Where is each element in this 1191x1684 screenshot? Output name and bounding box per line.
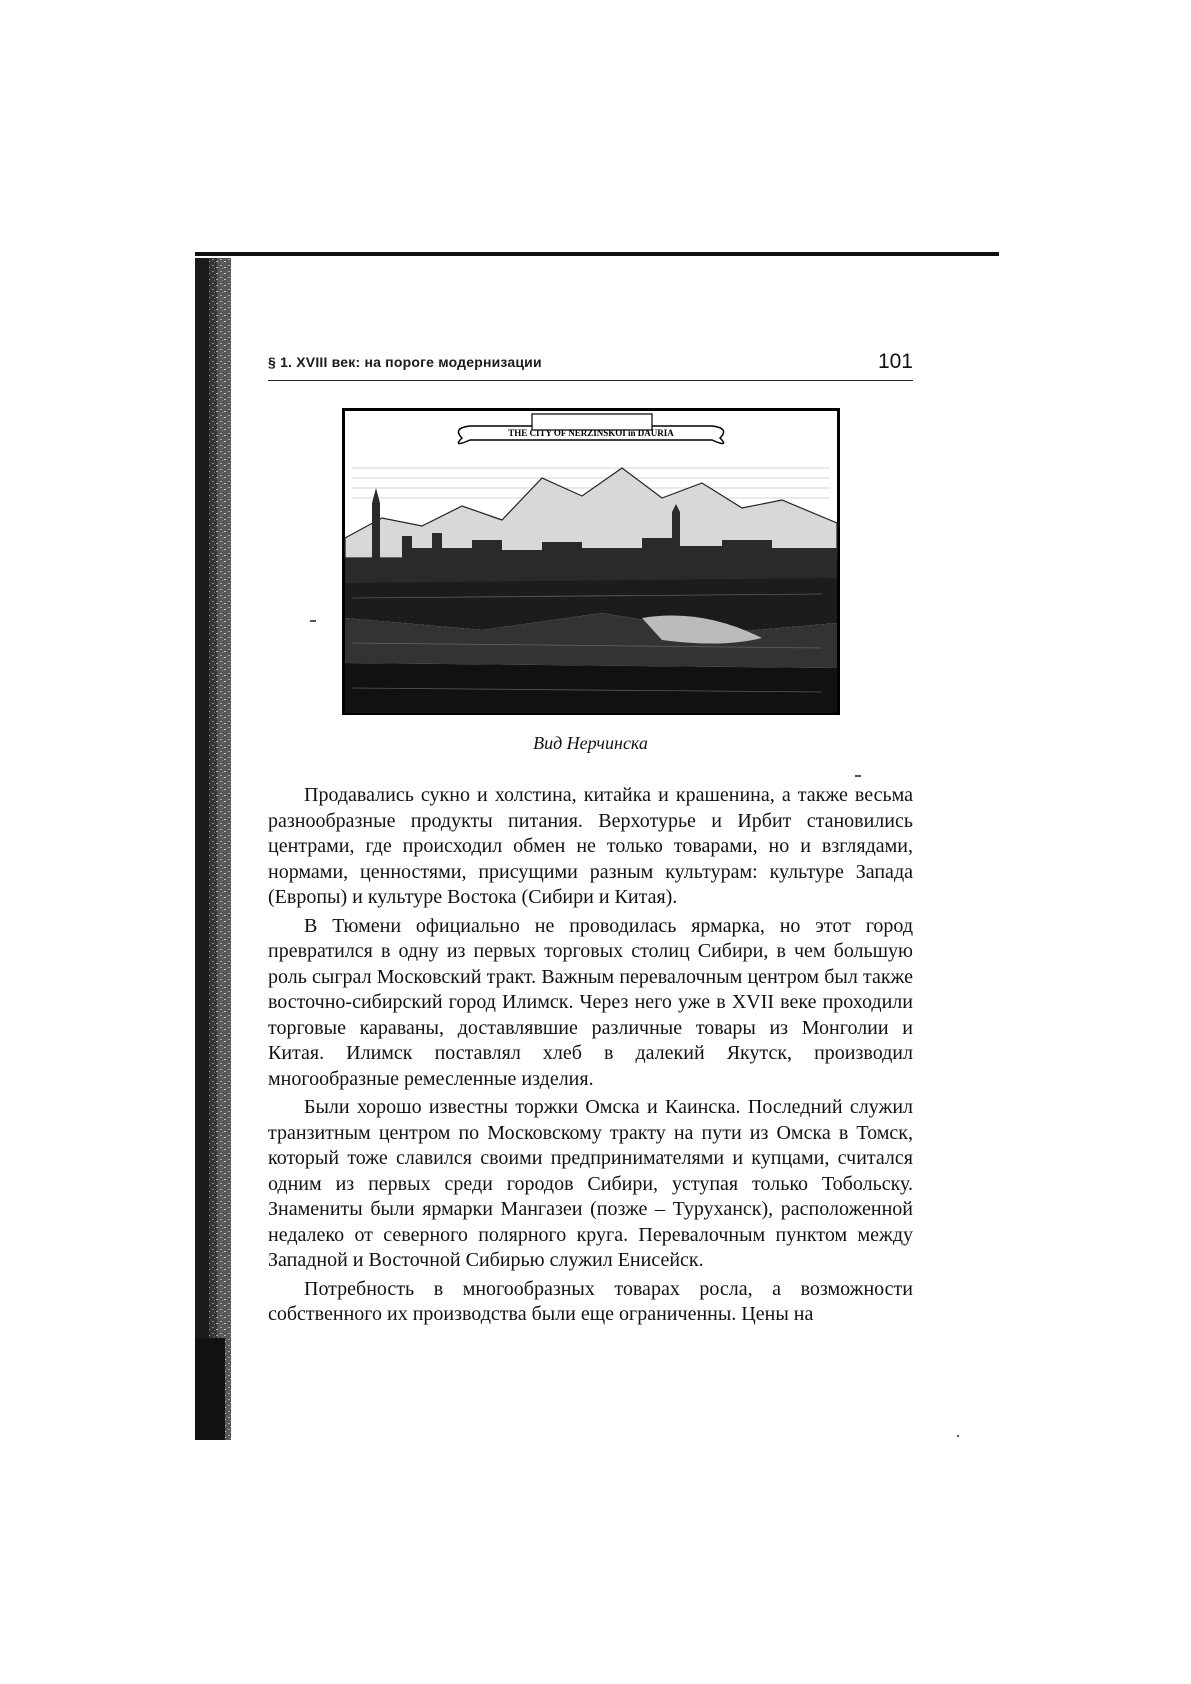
scan-speck xyxy=(957,1435,959,1437)
paragraph-1: Продавались сукно и холстина, китайка и крашенина, а также весьма разнообразные продукты питания. Верхотурье и Ирбит становились центрами, где происходил обмен не только товарами, но и взглядами, нормами, ценностями, присущими разным культурам: культуре Запада (Европы) и культуре Востока (Сибири и Китая). xyxy=(268,784,913,908)
nerchinsk-engraving xyxy=(342,408,840,715)
body-text xyxy=(268,783,913,1331)
paragraph-3: Были хорошо известны торжки Омска и Каинска. Последний служил транзитным центром по Московскому тракту на пути из Омска в Томск, который тоже славился своими предпринимателями и купцами, считался одним из первых среди городов Сибири, уступая только Тобольску. Знамениты были ярмарки Мангазеи (позже – Туруханск), расположенной недалеко от северного полярного круга. Перевалочным пунктом между Западной и Восточной Сибирью служил Енисейск. xyxy=(268,1096,913,1271)
paragraph-4: Потребность в многообразных товарах росла, а возможности собственного их производства были еще ограниченны. Цены на xyxy=(268,1277,913,1325)
section-title: § 1. XVIII век: на пороге модернизации xyxy=(268,354,542,370)
scan-speck xyxy=(855,775,861,777)
figure-caption: Вид Нерчинска xyxy=(533,733,648,753)
banner-text: THE CITY OF NERZINSKOI in DAURIA xyxy=(508,428,674,438)
scan-speck xyxy=(310,620,316,622)
page-number: 101 xyxy=(877,350,913,373)
book-spine-edge xyxy=(195,258,235,1440)
top-scan-border xyxy=(195,252,999,256)
paragraph-2: В Тюмени официально не проводилась ярмарка, но этот город превратился в одну из первых торговых столиц Сибири, в чем большую роль сыграл Московский тракт. Важным перевалочным центром был также восточно-сибирский город Илимск. Через него уже в XVII веке проходили торговые караваны, доставлявшие различные товары из Монголии и Китая. Илимск поставлял хлеб в далекий Якутск, производил многообразные ремесленные изделия. xyxy=(268,914,913,1090)
running-header xyxy=(268,350,913,381)
